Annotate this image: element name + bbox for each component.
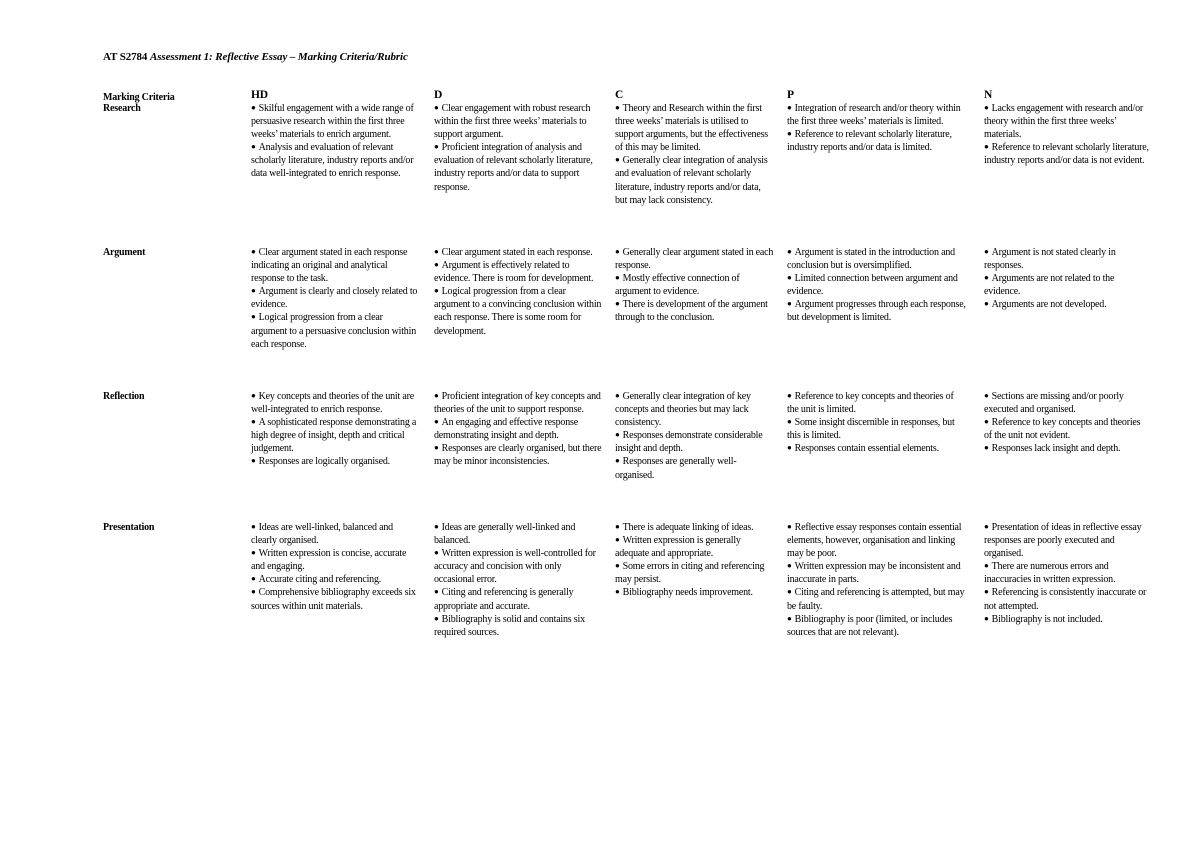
- criteria-column-label: Marking Criteria: [103, 92, 175, 103]
- descriptor-point: ● Reference to relevant scholarly literature, industry reports and/or data is not evident.: [984, 141, 1150, 167]
- descriptor-point: ● Analysis and evaluation of relevant scholarly literature, industry reports and/or data well-integrated to enrich response.: [251, 141, 421, 180]
- descriptor-c: [615, 521, 775, 600]
- descriptor-point: ● Lacks engagement with research and/or theory within the first three weeks’ materials.: [984, 102, 1150, 141]
- descriptor-p: [787, 102, 967, 154]
- descriptor-c: [615, 246, 775, 325]
- descriptor-n: [984, 521, 1150, 626]
- descriptor-d: [434, 102, 602, 194]
- descriptor-point: ● Written expression may be inconsistent and inaccurate in parts.: [787, 560, 967, 586]
- descriptor-point: ● Theory and Research within the first three weeks’ materials is utilised to support arguments, but the effectiveness of this may be limited.: [615, 102, 775, 154]
- descriptor-point: ● Clear argument stated in each response.: [434, 246, 602, 259]
- descriptor-point: ● Mostly effective connection of argument to evidence.: [615, 272, 775, 298]
- descriptor-p: [787, 521, 967, 639]
- descriptor-point: ● Ideas are generally well-linked and balanced.: [434, 521, 602, 547]
- descriptor-point: ● Skilful engagement with a wide range of persuasive research within the first three weeks’ materials to enrich argument.: [251, 102, 421, 141]
- descriptor-p: [787, 390, 967, 455]
- course-code: AT S2784: [103, 51, 148, 63]
- grade-heading-n: N: [984, 89, 993, 101]
- descriptor-point: ● Reference to relevant scholarly literature, industry reports and/or data is limited.: [787, 128, 967, 154]
- descriptor-hd: [251, 390, 421, 469]
- descriptor-hd: [251, 521, 421, 613]
- grade-heading-d: D: [434, 89, 443, 101]
- descriptor-hd: [251, 246, 421, 351]
- descriptor-point: ● Generally clear argument stated in each response.: [615, 246, 775, 272]
- descriptor-point: ● Presentation of ideas in reflective essay responses are poorly executed and organised.: [984, 521, 1150, 560]
- descriptor-point: ● Argument is clearly and closely related to evidence.: [251, 285, 421, 311]
- criterion-label: Argument: [103, 247, 146, 258]
- criterion-label: Research: [103, 103, 141, 114]
- descriptor-point: ● Referencing is consistently inaccurate or not attempted.: [984, 586, 1150, 612]
- descriptor-point: ● Generally clear integration of analysis and evaluation of relevant scholarly literature, industry reports and/or data, but may lack consistency.: [615, 154, 775, 206]
- descriptor-point: ● Logical progression from a clear argument to a persuasive conclusion within each response.: [251, 311, 421, 350]
- descriptor-c: [615, 102, 775, 207]
- descriptor-point: ● Bibliography is not included.: [984, 613, 1150, 626]
- descriptor-p: [787, 246, 967, 325]
- criterion-label: Reflection: [103, 391, 145, 402]
- descriptor-hd: [251, 102, 421, 181]
- descriptor-point: ● Written expression is well-controlled for accuracy and concision with only occasional error.: [434, 547, 602, 586]
- descriptor-point: ● There is adequate linking of ideas.: [615, 521, 775, 534]
- descriptor-point: ● Logical progression from a clear argument to a convincing conclusion within each response. There is some room for development.: [434, 285, 602, 337]
- descriptor-point: ● Responses demonstrate considerable insight and depth.: [615, 429, 775, 455]
- descriptor-point: ● An engaging and effective response demonstrating insight and depth.: [434, 416, 602, 442]
- descriptor-d: [434, 390, 602, 469]
- descriptor-point: ● Arguments are not developed.: [984, 298, 1150, 311]
- descriptor-point: ● A sophisticated response demonstrating a high degree of insight, depth and critical judgement.: [251, 416, 421, 455]
- descriptor-point: ● Responses are generally well-organised.: [615, 455, 775, 481]
- descriptor-point: ● There is development of the argument through to the conclusion.: [615, 298, 775, 324]
- descriptor-point: ● Argument is not stated clearly in responses.: [984, 246, 1150, 272]
- descriptor-point: ● Generally clear integration of key concepts and theories but may lack consistency.: [615, 390, 775, 429]
- descriptor-n: [984, 390, 1150, 455]
- descriptor-n: [984, 102, 1150, 167]
- descriptor-point: ● Responses are clearly organised, but there may be minor inconsistencies.: [434, 442, 602, 468]
- descriptor-point: ● Argument progresses through each response, but development is limited.: [787, 298, 967, 324]
- descriptor-point: ● Accurate citing and referencing.: [251, 573, 421, 586]
- descriptor-point: ● Arguments are not related to the evidence.: [984, 272, 1150, 298]
- descriptor-point: ● Limited connection between argument and evidence.: [787, 272, 967, 298]
- descriptor-point: ● Bibliography needs improvement.: [615, 586, 775, 599]
- descriptor-point: ● Responses are logically organised.: [251, 455, 421, 468]
- descriptor-point: ● Some errors in citing and referencing may persist.: [615, 560, 775, 586]
- assessment-title: Assessment 1: Reflective Essay – Marking Criteria/Rubric: [150, 51, 408, 63]
- descriptor-point: ● Sections are missing and/or poorly executed and organised.: [984, 390, 1150, 416]
- descriptor-point: ● Argument is effectively related to evidence. There is room for development.: [434, 259, 602, 285]
- descriptor-c: [615, 390, 775, 482]
- descriptor-point: ● Clear argument stated in each response indicating an original and analytical response to the task.: [251, 246, 421, 285]
- descriptor-point: ● Ideas are well-linked, balanced and clearly organised.: [251, 521, 421, 547]
- descriptor-d: [434, 521, 602, 639]
- criterion-label: Presentation: [103, 522, 155, 533]
- descriptor-point: ● Written expression is concise, accurate and engaging.: [251, 547, 421, 573]
- descriptor-point: ● Proficient integration of analysis and evaluation of relevant scholarly literature, industry reports and/or data to support response.: [434, 141, 602, 193]
- descriptor-point: ● Proficient integration of key concepts and theories of the unit to support response.: [434, 390, 602, 416]
- descriptor-point: ● Bibliography is solid and contains six required sources.: [434, 613, 602, 639]
- descriptor-point: ● Reference to key concepts and theories of the unit is limited.: [787, 390, 967, 416]
- descriptor-point: ● Comprehensive bibliography exceeds six sources within unit materials.: [251, 586, 421, 612]
- descriptor-point: ● Written expression is generally adequate and appropriate.: [615, 534, 775, 560]
- descriptor-point: ● Responses contain essential elements.: [787, 442, 967, 455]
- grade-heading-c: C: [615, 89, 624, 101]
- descriptor-point: ● Citing and referencing is generally appropriate and accurate.: [434, 586, 602, 612]
- descriptor-point: ● Integration of research and/or theory within the first three weeks’ materials is limited.: [787, 102, 967, 128]
- descriptor-point: ● Responses lack insight and depth.: [984, 442, 1150, 455]
- descriptor-point: ● There are numerous errors and inaccuracies in written expression.: [984, 560, 1150, 586]
- descriptor-n: [984, 246, 1150, 311]
- descriptor-point: ● Reference to key concepts and theories of the unit not evident.: [984, 416, 1150, 442]
- grade-heading-hd: HD: [251, 89, 268, 101]
- descriptor-point: ● Argument is stated in the introduction and conclusion but is oversimplified.: [787, 246, 967, 272]
- descriptor-d: [434, 246, 602, 338]
- descriptor-point: ● Clear engagement with robust research within the first three weeks’ materials to support argument.: [434, 102, 602, 141]
- descriptor-point: ● Reflective essay responses contain essential elements, however, organisation and linking may be poor.: [787, 521, 967, 560]
- descriptor-point: ● Some insight discernible in responses, but this is limited.: [787, 416, 967, 442]
- grade-heading-p: P: [787, 89, 794, 101]
- descriptor-point: ● Citing and referencing is attempted, but may be faulty.: [787, 586, 967, 612]
- descriptor-point: ● Bibliography is poor (limited, or includes sources that are not relevant).: [787, 613, 967, 639]
- document-title: [103, 51, 408, 63]
- descriptor-point: ● Key concepts and theories of the unit are well-integrated to enrich response.: [251, 390, 421, 416]
